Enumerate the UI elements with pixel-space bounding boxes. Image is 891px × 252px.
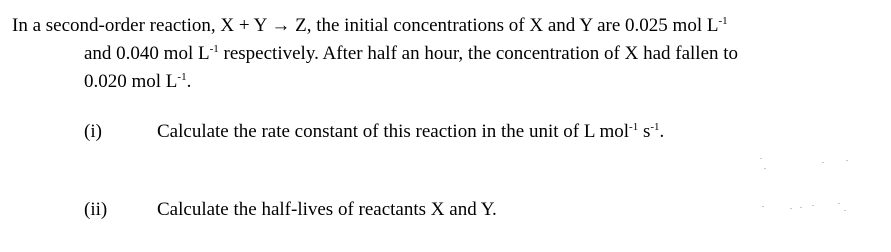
intro-line-3-text-a: 0.020 mol L — [84, 71, 178, 92]
scan-speck — [822, 162, 824, 163]
scan-speck — [838, 203, 840, 204]
scan-speck — [846, 160, 848, 161]
scan-speck — [812, 205, 814, 206]
part-label: (i) — [84, 121, 102, 142]
unit-exponent: -1 — [177, 71, 187, 83]
intro-line-2-text-b: respectively. After half an hour, the concentration of X had fallen to — [218, 43, 739, 64]
unit-exponent: -1 — [629, 121, 639, 133]
unit-exponent: -1 — [650, 121, 660, 133]
part-i-text-c: . — [659, 121, 665, 142]
unit-exponent: -1 — [718, 15, 728, 27]
intro-line-3-text-b: . — [186, 71, 192, 92]
part-label: (ii) — [84, 199, 108, 220]
intro-line-1 — [12, 14, 728, 40]
scan-speck — [800, 207, 802, 208]
unit-exponent: -1 — [209, 43, 219, 55]
scan-speck — [844, 210, 846, 211]
intro-line-2 — [84, 42, 738, 68]
part-i-text-a: Calculate the rate constant of this reaction in the unit of L mol — [157, 121, 630, 142]
intro-line-1-text: In a second-order reaction, X + Y → Z, the initial concentrations of X and Y are 0.025 mol L — [12, 15, 719, 36]
scan-speck — [790, 208, 792, 209]
scan-speck — [764, 168, 766, 169]
part-text — [157, 198, 497, 222]
part-i-text-b: s — [638, 121, 651, 142]
part-text — [157, 120, 664, 146]
scan-speck — [760, 158, 762, 159]
part-ii-text-a: Calculate the half-lives of reactants X and Y. — [157, 199, 497, 220]
intro-line-3 — [84, 70, 191, 96]
intro-line-2-text-a: and 0.040 mol L — [84, 43, 210, 64]
scan-speck — [762, 206, 764, 207]
